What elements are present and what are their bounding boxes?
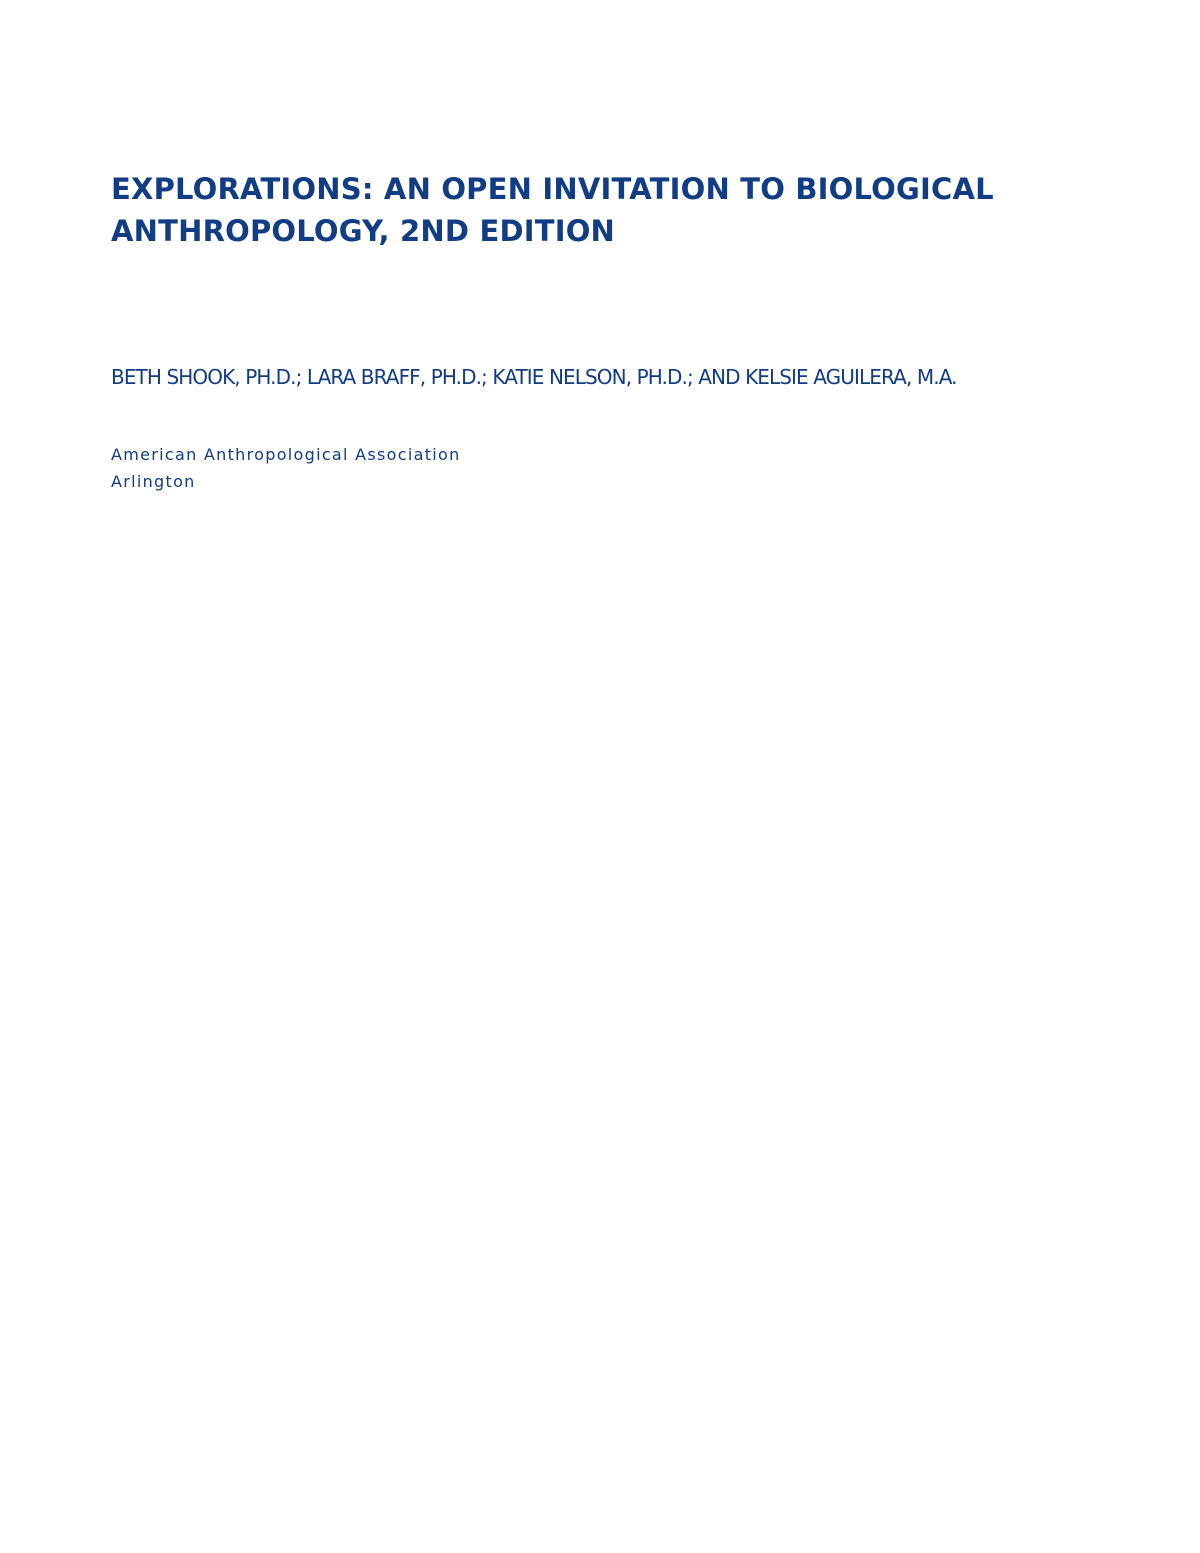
publisher-city: Arlington: [111, 472, 196, 491]
book-title: EXPLORATIONS: AN OPEN INVITATION TO BIOLOGICAL ANTHROPOLOGY, 2ND EDITION: [111, 172, 994, 248]
publisher-block: [111, 441, 461, 495]
book-authors: BETH SHOOK, PH.D.; LARA BRAFF, PH.D.; KATIE NELSON, PH.D.; AND KELSIE AGUILERA, M.A.: [111, 365, 957, 389]
publisher-name: American Anthropological Association: [111, 445, 461, 464]
